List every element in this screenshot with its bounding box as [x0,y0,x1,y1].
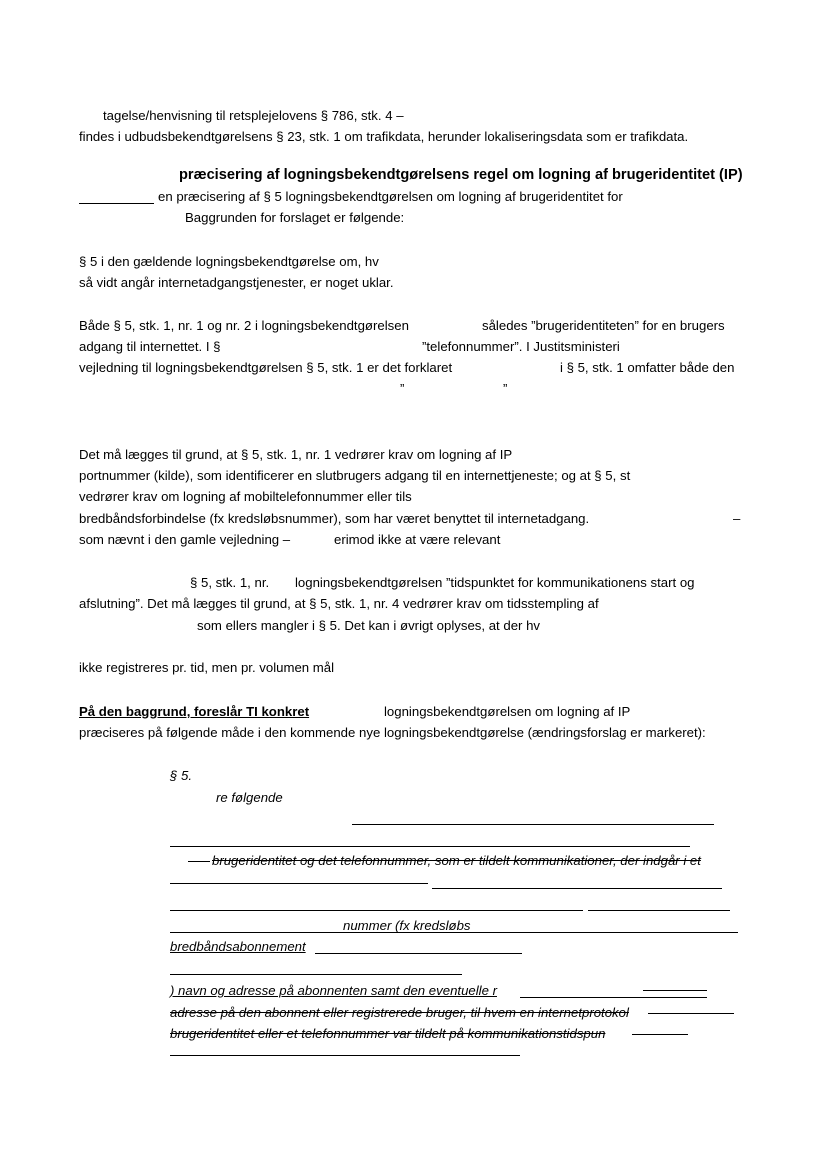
text-line: præciseres på følgende måde i den kommende nye logningsbekendtgørelse (ændringsforslag er markeret): [79,725,706,740]
text-line: – [733,511,741,526]
text-line: således ”brugeridentiteten” for en brugers [482,318,725,333]
text-line: findes i udbudsbekendtgørelsens § 23, stk. 1 om trafikdata, herunder lokaliseringsdata som er trafikdata. [79,129,689,144]
blank-line [588,910,730,911]
text-line-emphasis: På den baggrund, foreslår TI konkret [79,704,310,719]
text-line: ” [503,381,508,396]
blank-line [520,997,707,998]
blank-line [170,883,428,884]
blank-line [643,990,707,991]
amendment-text: re følgende [216,790,283,805]
text-line: § 5 i den gældende logningsbekendtgørelse om, hv [79,254,379,269]
blank-line [315,953,522,954]
text-line: ikke registreres pr. tid, men pr. volumen mål [79,660,335,675]
deleted-text: brugeridentitet og det telefonnummer, som er tildelt kommunikationer, der indgår i et [212,853,701,868]
blank-line [170,910,583,911]
blank-line [352,824,714,825]
text-line: vejledning til logningsbekendtgørelsen § 5, stk. 1 er det forklaret [79,360,453,375]
text-line: erimod ikke at være relevant [334,532,501,547]
text-line: portnummer (kilde), som identificerer en slutbrugers adgang til en internettjeneste; og at § 5, st [79,468,631,483]
strikethrough-line [632,1034,688,1035]
section-heading: præcisering af logningsbekendtgørelsens regel om logning af brugeridentitet (IP) [179,167,743,183]
text-line: § 5, stk. 1, nr. [190,575,270,590]
text-line: vedrører krav om logning af mobiltelefonnummer eller tils [79,489,412,504]
text-line: en præcisering af § 5 logningsbekendtgørelsen om logning af brugeridentitet for [158,189,623,204]
text-line: Baggrunden for forslaget er følgende: [185,210,405,225]
text-line: Både § 5, stk. 1, nr. 1 og nr. 2 i logningsbekendtgørelsen [79,318,409,333]
text-line: ”telefonnummer”. I Justitsministeri [422,339,620,354]
strikethrough-line [648,1013,734,1014]
text-line: i § 5, stk. 1 omfatter både den [560,360,735,375]
blank-line [432,888,722,889]
text-line: tagelse/henvisning til retsplejelovens § 786, stk. 4 – [103,108,404,123]
text-line: Det må lægges til grund, at § 5, stk. 1, nr. 1 vedrører krav om logning af IP [79,447,513,462]
text-line: ” [400,381,405,396]
amendment-text: ) navn og adresse på abonnenten samt den eventuelle r [170,983,497,998]
text-line: adgang til internettet. I § [79,339,221,354]
blank-line [170,1055,520,1056]
text-line: så vidt angår internetadgangstjenester, er noget uklar. [79,275,394,290]
blank-line [170,932,738,933]
text-line: bredbåndsforbindelse (fx kredsløbsnummer), som har været benyttet til internetadgang. [79,511,590,526]
deleted-text: brugeridentitet eller et telefonnummer var tildelt på kommunikationstidspun [170,1026,606,1041]
text-line: som ellers mangler i § 5. Det kan i øvrigt oplyses, at der hv [197,618,541,633]
text-line: afslutning”. Det må lægges til grund, at § 5, stk. 1, nr. 4 vedrører krav om tidsstempling af [79,596,599,611]
blank-line [170,846,690,847]
amendment-paragraph-number: § 5. [170,768,192,783]
amendment-text: bredbåndsabonnement [170,939,306,954]
blank-line [170,974,462,975]
deleted-text: adresse på den abonnent eller registrerede bruger, til hvem en internetprotokol [170,1005,629,1020]
text-line: som nævnt i den gamle vejledning – [79,532,291,547]
strikethrough-line [188,861,210,862]
amendment-text: nummer (fx kredsløbs [343,918,471,933]
blank-line [79,203,154,204]
text-line: logningsbekendtgørelsen ”tidspunktet for kommunikationens start og [295,575,695,590]
text-line: logningsbekendtgørelsen om logning af IP [384,704,631,719]
